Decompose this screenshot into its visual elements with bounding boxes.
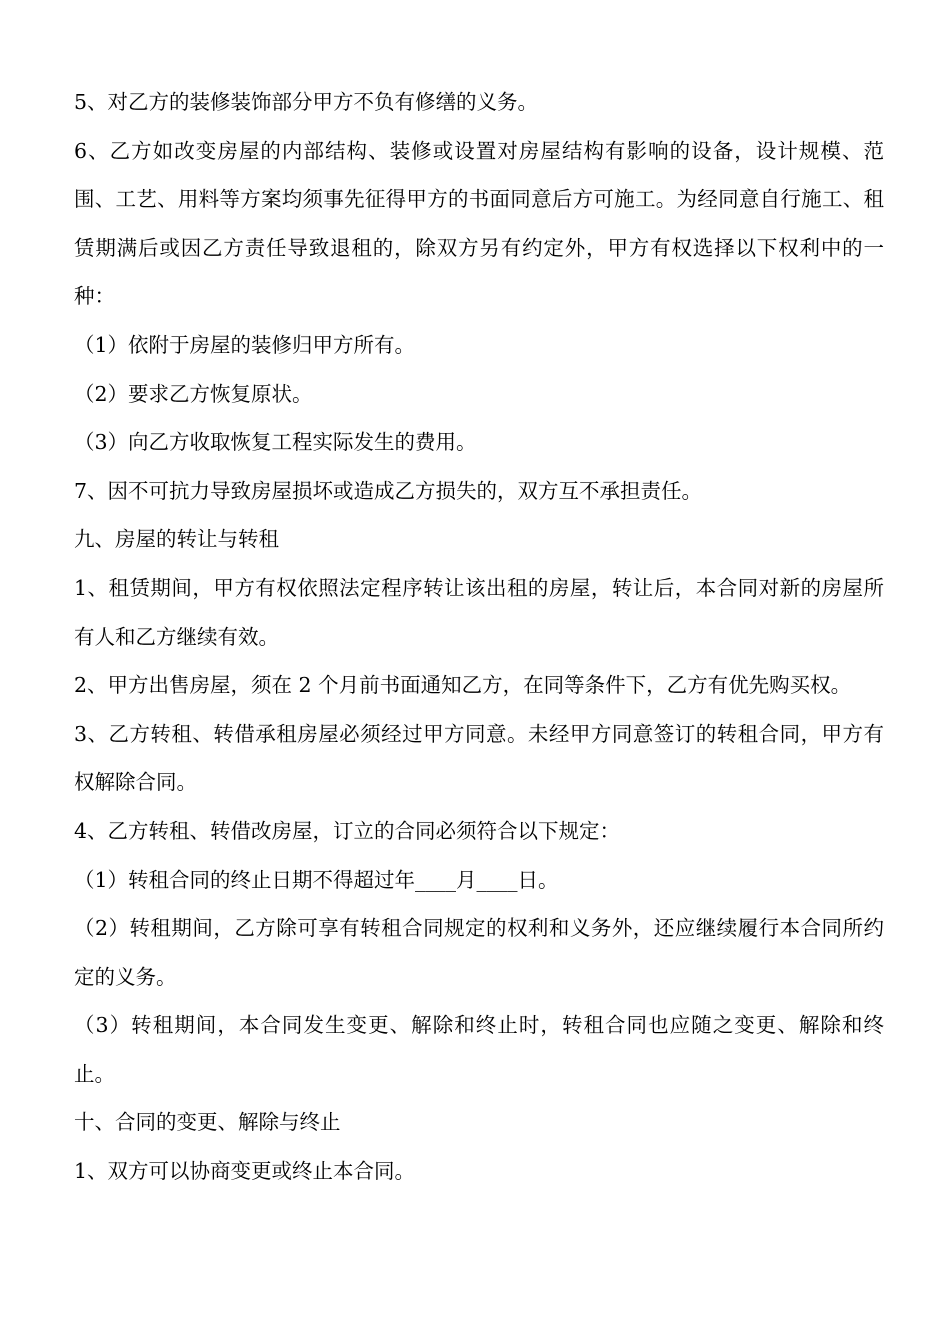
list-item: （3）向乙方收取恢复工程实际发生的费用。 — [74, 430, 477, 455]
clause-paragraph: 4、乙方转租、转借改房屋，订立的合同必须符合以下规定： — [74, 818, 621, 843]
section-heading: 九、房屋的转让与转租 — [74, 527, 279, 552]
clause-paragraph: 7、因不可抗力导致房屋损坏或造成乙方损失的，双方互不承担责任。 — [74, 478, 703, 503]
clause-paragraph: 6、乙方如改变房屋的内部结构、装修或设置对房屋结构有影响的设备，设计规模、范围、工艺、用料等方案均须事先征得甲方的书面同意后方可施工。为经同意自行施工、租赁期满后或因乙方责任导致退租的，除双方另有约定外，甲方有权选择以下权利中的一种： — [74, 138, 884, 309]
document-body — [74, 78, 884, 1196]
list-item: （1）转租合同的终止日期不得超过年____月____日。 — [74, 867, 559, 892]
section-heading: 十、合同的变更、解除与终止 — [74, 1110, 341, 1135]
clause-paragraph: 2、甲方出售房屋，须在 2 个月前书面通知乙方，在同等条件下，乙方有优先购买权。 — [74, 673, 852, 698]
clause-paragraph: 1、租赁期间，甲方有权依照法定程序转让该出租的房屋，转让后，本合同对新的房屋所有人和乙方继续有效。 — [74, 575, 884, 649]
list-item: （1）依附于房屋的装修归甲方所有。 — [74, 332, 416, 357]
clause-paragraph: 5、对乙方的装修装饰部分甲方不负有修缮的义务。 — [74, 90, 539, 114]
clause-paragraph: 3、乙方转租、转借承租房屋必须经过甲方同意。未经甲方同意签订的转租合同，甲方有权解除合同。 — [74, 721, 884, 795]
list-item: （2）转租期间，乙方除可享有转租合同规定的权利和义务外，还应继续履行本合同所约定的义务。 — [74, 916, 884, 989]
clause-paragraph: 1、双方可以协商变更或终止本合同。 — [74, 1159, 416, 1184]
list-item: （2）要求乙方恢复原状。 — [74, 381, 313, 406]
list-item: （3）转租期间，本合同发生变更、解除和终止时，转租合同也应随之变更、解除和终止。 — [74, 1013, 884, 1086]
